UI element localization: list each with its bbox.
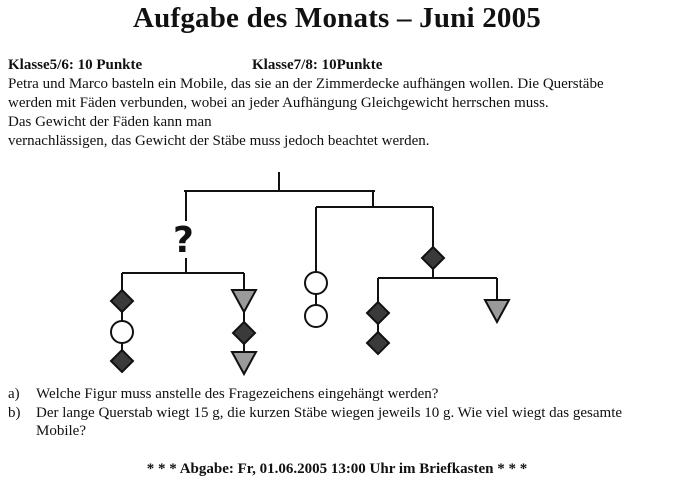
diamond-shape: [422, 247, 444, 269]
question-letter: a): [8, 386, 20, 402]
triangle-shape: [232, 290, 256, 312]
triangle-shape: [232, 352, 256, 374]
intro-line-3: Das Gewicht der Fäden kann man: [8, 114, 212, 130]
question-text: Welche Figur muss anstelle des Fragezeichens eingehängt werden?: [36, 386, 439, 402]
question-letter: b): [8, 405, 21, 421]
triangle-shape: [485, 300, 509, 322]
submission-deadline: * * * Abgabe: Fr, 01.06.2005 13:00 Uhr im Briefkasten * * *: [146, 461, 528, 477]
intro-line-1: Petra und Marco basteln ein Mobile, das sie an der Zimmerdecke aufhängen wollen. Die Querstäbe: [8, 76, 604, 92]
question-text: Der lange Querstab wiegt 15 g, die kurzen Stäbe wiegen jeweils 10 g. Wie viel wiegt das gesamte Mobile?: [36, 405, 623, 439]
intro-text: [8, 75, 668, 151]
diamond-shape: [367, 332, 389, 354]
diamond-shape: [233, 322, 255, 344]
circle-shape: [305, 305, 327, 327]
diamond-shape: [111, 350, 133, 372]
circle-shape: [305, 272, 327, 294]
mobile-figure: [0, 160, 674, 380]
circle-shape: [111, 321, 133, 343]
question-mark: ?: [173, 220, 194, 261]
diamond-shape: [111, 290, 133, 312]
diamond-shape: [367, 302, 389, 324]
points-class-7-8: Klasse7/8: 10Punkte: [252, 57, 383, 73]
intro-line-2: werden mit Fäden verbunden, wobei an jeder Aufhängung Gleichgewicht herrschen muss.: [8, 95, 549, 111]
page-title: Aufgabe des Monats – Juni 2005: [132, 2, 542, 34]
intro-line-4: vernachlässigen, das Gewicht der Stäbe muss jedoch beachtet werden.: [8, 133, 430, 149]
points-class-5-6: Klasse5/6: 10 Punkte: [8, 57, 143, 73]
